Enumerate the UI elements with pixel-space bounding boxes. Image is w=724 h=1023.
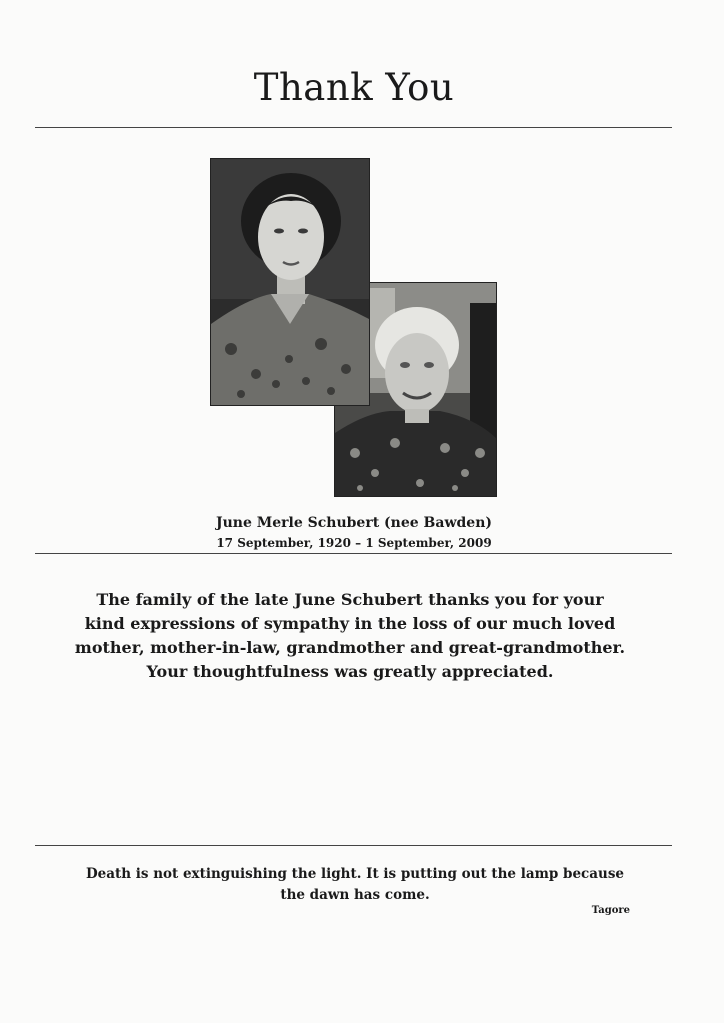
quote-author: Tagore: [591, 905, 630, 916]
closing-quote: [60, 864, 650, 906]
quote-line: the dawn has come.: [280, 887, 430, 903]
life-dates: 17 September, 1920 – 1 September, 2009: [216, 536, 492, 550]
message-line: mother, mother-in-law, grandmother and great-grandmother.: [74, 638, 626, 657]
quote-line: Death is not extinguishing the light. It is putting out the lamp because: [85, 866, 625, 882]
message-line: Your thoughtfulness was greatly appreciated.: [146, 662, 554, 681]
person-name: June Merle Schubert (nee Bawden): [216, 515, 492, 531]
message-line: kind expressions of sympathy in the loss of our much loved: [84, 614, 616, 633]
page-title: Thank You: [253, 66, 455, 109]
name-divider: [35, 553, 672, 554]
thank-you-message: [40, 588, 660, 684]
top-divider: [35, 127, 672, 128]
quote-divider: [35, 845, 672, 846]
young-portrait-photo: [210, 158, 370, 406]
message-line: The family of the late June Schubert thanks you for your: [96, 590, 604, 609]
